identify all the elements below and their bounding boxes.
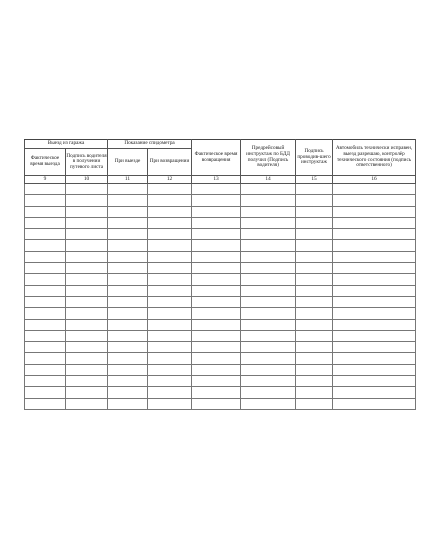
table-cell[interactable] (25, 240, 66, 251)
table-row (25, 376, 416, 387)
table-cell[interactable] (241, 263, 296, 274)
column-number-row (25, 176, 416, 184)
table-cell[interactable] (296, 330, 333, 341)
table-row (25, 353, 416, 364)
table-cell[interactable] (108, 353, 148, 364)
table-cell[interactable] (333, 387, 416, 398)
table-row (25, 206, 416, 217)
column-number: 12 (148, 176, 192, 184)
table-cell[interactable] (192, 285, 241, 296)
table-cell[interactable] (25, 251, 66, 262)
table-row (25, 195, 416, 206)
table-cell[interactable] (296, 263, 333, 274)
table-cell[interactable] (148, 263, 192, 274)
table-cell[interactable] (333, 353, 416, 364)
table-cell[interactable] (192, 251, 241, 262)
table-cell[interactable] (192, 184, 241, 195)
table-cell[interactable] (333, 206, 416, 217)
table-cell[interactable] (296, 285, 333, 296)
table-cell[interactable] (241, 353, 296, 364)
table-cell[interactable] (333, 364, 416, 375)
table-row (25, 398, 416, 409)
table-cell[interactable] (108, 184, 148, 195)
table-cell[interactable] (333, 240, 416, 251)
table-cell[interactable] (25, 263, 66, 274)
table-cell[interactable] (108, 240, 148, 251)
table-cell[interactable] (333, 398, 416, 409)
table-cell[interactable] (66, 217, 108, 228)
table-cell[interactable] (148, 184, 192, 195)
table-cell[interactable] (241, 206, 296, 217)
table-cell[interactable] (241, 184, 296, 195)
briefing-header: Предрейсовый инструктаж по БДД получил (Подпись водителя) (241, 140, 296, 176)
table-cell[interactable] (192, 319, 241, 330)
table-cell[interactable] (108, 229, 148, 240)
table-cell[interactable] (192, 342, 241, 353)
table-cell[interactable] (241, 387, 296, 398)
table-cell[interactable] (192, 330, 241, 341)
table-cell[interactable] (108, 330, 148, 341)
table-cell[interactable] (333, 296, 416, 307)
table-cell[interactable] (333, 285, 416, 296)
table-cell[interactable] (333, 263, 416, 274)
table-row (25, 308, 416, 319)
table-cell[interactable] (192, 376, 241, 387)
table-cell[interactable] (148, 387, 192, 398)
table-row (25, 251, 416, 262)
table-cell[interactable] (241, 274, 296, 285)
table-cell[interactable] (296, 195, 333, 206)
table-cell[interactable] (108, 376, 148, 387)
table-cell[interactable] (108, 319, 148, 330)
table-row (25, 285, 416, 296)
table-cell[interactable] (108, 387, 148, 398)
table-cell[interactable] (148, 398, 192, 409)
table-cell[interactable] (25, 376, 66, 387)
table-row (25, 274, 416, 285)
table-cell[interactable] (108, 342, 148, 353)
table-cell[interactable] (25, 274, 66, 285)
table-cell[interactable] (333, 319, 416, 330)
table-cell[interactable] (296, 229, 333, 240)
table-cell[interactable] (192, 274, 241, 285)
table-cell[interactable] (296, 184, 333, 195)
actual-departure-header: Фактическое время выезда (25, 149, 66, 176)
table-row (25, 330, 416, 341)
table-cell[interactable] (241, 330, 296, 341)
table-cell[interactable] (241, 195, 296, 206)
table-row (25, 364, 416, 375)
table-cell[interactable] (192, 387, 241, 398)
table-cell[interactable] (148, 274, 192, 285)
table-cell[interactable] (66, 285, 108, 296)
table-cell[interactable] (241, 240, 296, 251)
table-cell[interactable] (66, 330, 108, 341)
table-cell[interactable] (66, 229, 108, 240)
table-cell[interactable] (192, 308, 241, 319)
table-cell[interactable] (192, 296, 241, 307)
table-cell[interactable] (25, 285, 66, 296)
table-cell[interactable] (333, 217, 416, 228)
table-cell[interactable] (148, 353, 192, 364)
table-cell[interactable] (148, 195, 192, 206)
table-row (25, 229, 416, 240)
table-cell[interactable] (148, 376, 192, 387)
table-cell[interactable] (296, 376, 333, 387)
table-cell[interactable] (241, 251, 296, 262)
table-cell[interactable] (192, 398, 241, 409)
departure-group-header: Выезд из гаража (25, 140, 108, 149)
table-cell[interactable] (333, 195, 416, 206)
table-cell[interactable] (25, 364, 66, 375)
table-cell[interactable] (333, 330, 416, 341)
table-row (25, 217, 416, 228)
table-cell[interactable] (66, 398, 108, 409)
table-cell[interactable] (148, 217, 192, 228)
table-row (25, 342, 416, 353)
column-number: 16 (333, 176, 416, 184)
table-cell[interactable] (296, 217, 333, 228)
table-cell[interactable] (241, 308, 296, 319)
table-cell[interactable] (66, 263, 108, 274)
table-cell[interactable] (25, 206, 66, 217)
table-cell[interactable] (25, 319, 66, 330)
table-cell[interactable] (241, 319, 296, 330)
table-cell[interactable] (108, 364, 148, 375)
table-cell[interactable] (333, 251, 416, 262)
table-cell[interactable] (241, 285, 296, 296)
column-number: 13 (192, 176, 241, 184)
table-cell[interactable] (192, 229, 241, 240)
table-cell[interactable] (241, 364, 296, 375)
table-cell[interactable] (241, 398, 296, 409)
table-row (25, 240, 416, 251)
table-cell[interactable] (296, 364, 333, 375)
table-cell[interactable] (25, 217, 66, 228)
table-cell[interactable] (296, 398, 333, 409)
table-cell[interactable] (333, 342, 416, 353)
table-cell[interactable] (108, 195, 148, 206)
table-cell[interactable] (192, 263, 241, 274)
table-cell[interactable] (108, 217, 148, 228)
table-cell[interactable] (296, 296, 333, 307)
table-row (25, 296, 416, 307)
speedometer-group-header: Показание спидометра (108, 140, 192, 149)
odometer-departure-header: При выезде (108, 149, 148, 176)
actual-return-header: Фактическое время возвращения (192, 140, 241, 176)
table-cell[interactable] (108, 296, 148, 307)
column-number: 10 (66, 176, 108, 184)
journal-table (24, 139, 416, 410)
column-number: 15 (296, 176, 333, 184)
table-cell[interactable] (25, 387, 66, 398)
table-cell[interactable] (25, 308, 66, 319)
table-cell[interactable] (66, 364, 108, 375)
table-cell[interactable] (192, 240, 241, 251)
table-row (25, 319, 416, 330)
column-number: 11 (108, 176, 148, 184)
table-cell[interactable] (148, 240, 192, 251)
table-cell[interactable] (296, 240, 333, 251)
table-cell[interactable] (66, 296, 108, 307)
table-cell[interactable] (192, 353, 241, 364)
instructor-signature-header: Подпись проводив-шего инструктаж (296, 140, 333, 176)
table-cell[interactable] (192, 364, 241, 375)
table-cell[interactable] (192, 195, 241, 206)
table-cell[interactable] (25, 229, 66, 240)
table-cell[interactable] (25, 342, 66, 353)
table-cell[interactable] (66, 319, 108, 330)
table-cell[interactable] (333, 308, 416, 319)
table-cell[interactable] (148, 308, 192, 319)
table-cell[interactable] (241, 217, 296, 228)
table-cell[interactable] (66, 195, 108, 206)
table-cell[interactable] (333, 229, 416, 240)
table-cell[interactable] (296, 308, 333, 319)
table-cell[interactable] (241, 342, 296, 353)
table-cell[interactable] (66, 274, 108, 285)
table-cell[interactable] (66, 240, 108, 251)
table-cell[interactable] (25, 184, 66, 195)
table-cell[interactable] (296, 387, 333, 398)
driver-signature-header: Подпись водителя в получении путевого листа (66, 149, 108, 176)
table-cell[interactable] (108, 206, 148, 217)
table-row (25, 184, 416, 195)
table-cell[interactable] (66, 184, 108, 195)
table-cell[interactable] (296, 353, 333, 364)
table-cell[interactable] (66, 376, 108, 387)
table-cell[interactable] (148, 296, 192, 307)
table-cell[interactable] (25, 398, 66, 409)
table-cell[interactable] (148, 251, 192, 262)
table-cell[interactable] (108, 263, 148, 274)
table-cell[interactable] (296, 342, 333, 353)
table-cell[interactable] (66, 387, 108, 398)
table-cell[interactable] (66, 308, 108, 319)
table-row (25, 263, 416, 274)
table-cell[interactable] (25, 330, 66, 341)
table-cell[interactable] (66, 206, 108, 217)
table-cell[interactable] (66, 251, 108, 262)
table-cell[interactable] (333, 184, 416, 195)
table-cell[interactable] (192, 206, 241, 217)
table-cell[interactable] (25, 296, 66, 307)
table-cell[interactable] (108, 251, 148, 262)
table-cell[interactable] (192, 217, 241, 228)
column-number: 14 (241, 176, 296, 184)
table-cell[interactable] (148, 206, 192, 217)
table-cell[interactable] (66, 342, 108, 353)
table-cell[interactable] (108, 398, 148, 409)
odometer-return-header: При возвращении (148, 149, 192, 176)
table-cell[interactable] (148, 229, 192, 240)
table-cell[interactable] (66, 353, 108, 364)
table-cell[interactable] (296, 274, 333, 285)
table-cell[interactable] (241, 229, 296, 240)
table-cell[interactable] (333, 376, 416, 387)
table-cell[interactable] (148, 285, 192, 296)
vehicle-ok-header: Автомобиль технически исправен, выезд разрешаю, контролёр технического состояния (подпись ответственного) (333, 140, 416, 176)
table-cell[interactable] (296, 251, 333, 262)
table-cell[interactable] (25, 195, 66, 206)
table-cell[interactable] (25, 353, 66, 364)
table-cell[interactable] (108, 274, 148, 285)
table-cell[interactable] (108, 308, 148, 319)
table-cell[interactable] (296, 206, 333, 217)
table-cell[interactable] (333, 274, 416, 285)
table-cell[interactable] (148, 319, 192, 330)
table-cell[interactable] (241, 376, 296, 387)
table-cell[interactable] (241, 296, 296, 307)
table-cell[interactable] (148, 342, 192, 353)
column-number: 9 (25, 176, 66, 184)
table-cell[interactable] (108, 285, 148, 296)
table-cell[interactable] (148, 364, 192, 375)
table-cell[interactable] (296, 319, 333, 330)
table-row (25, 387, 416, 398)
table-cell[interactable] (148, 330, 192, 341)
